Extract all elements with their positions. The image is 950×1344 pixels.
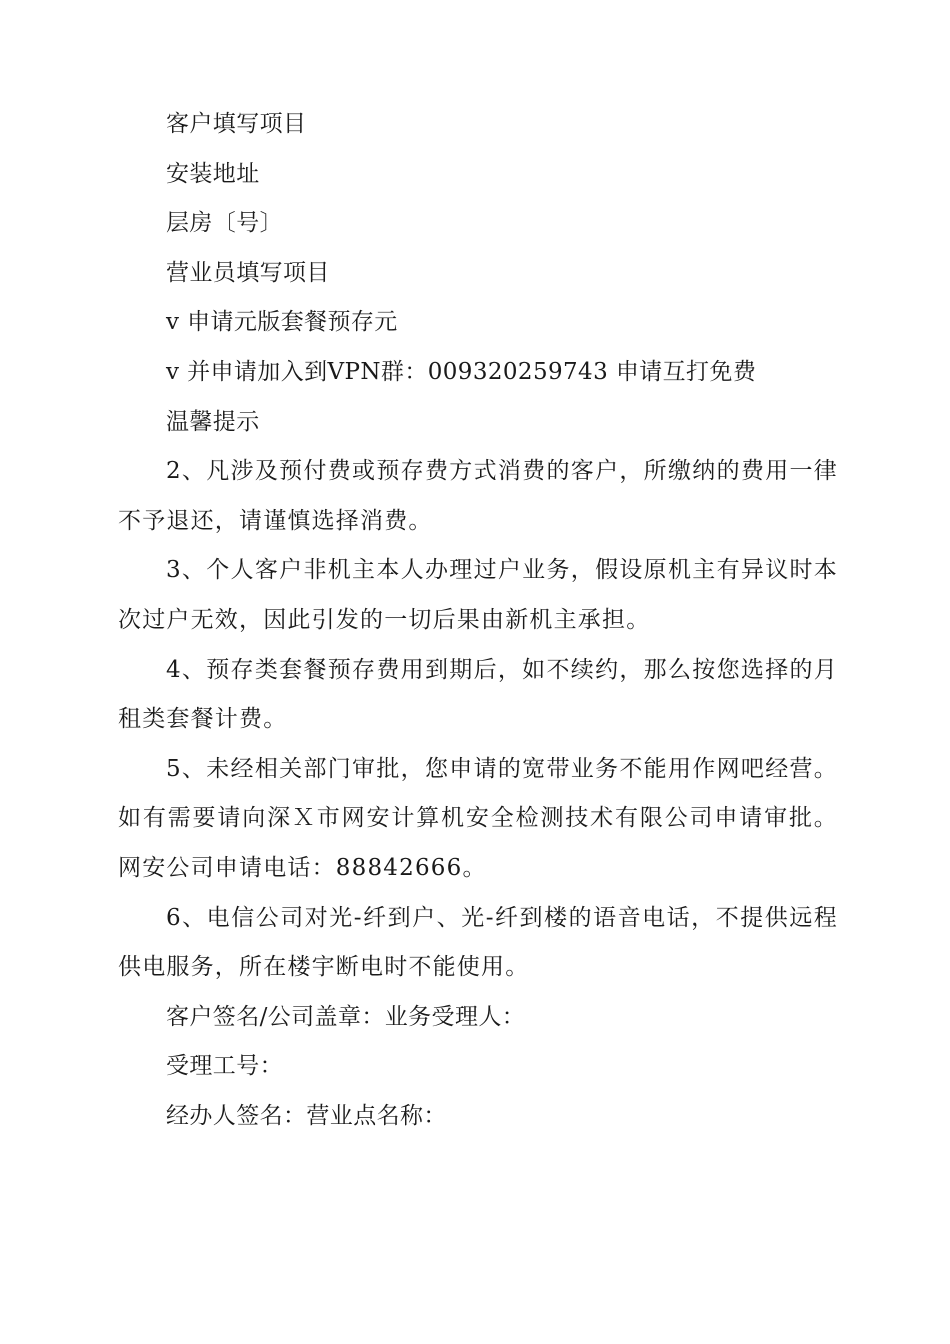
floor-room-label: 层房〔号〕 bbox=[166, 210, 283, 237]
notice-item-6: 6、电信公司对光-纤到户、光-纤到楼的语音电话，不提供远程供电服务，所在楼宇断电时不能使用。 bbox=[118, 904, 838, 981]
handler-signature-line: 经办人签名：营业点名称： bbox=[166, 1102, 447, 1129]
tips-heading: 温馨提示 bbox=[166, 408, 260, 435]
package-prestore-line: v 申请元版套餐预存元 bbox=[166, 309, 398, 336]
document-page bbox=[118, 100, 838, 1141]
notice-item-3: 3、个人客户非机主本人办理过户业务，假设原机主有异议时本次过户无效，因此引发的一切后果由新机主承担。 bbox=[118, 557, 838, 633]
customer-section-heading: 客户填写项目 bbox=[166, 111, 307, 137]
customer-signature-line: 客户签名/公司盖章：业务受理人： bbox=[166, 1003, 526, 1030]
install-address-label: 安装地址 bbox=[166, 160, 260, 187]
vpn-group-line: v 并申请加入到VPN群：009320259743 申请互打免费 bbox=[166, 358, 757, 385]
accept-number-line: 受理工号： bbox=[166, 1053, 283, 1080]
notice-item-4: 4、预存类套餐预存费用到期后，如不续约，那么按您选择的月租类套餐计费。 bbox=[118, 656, 838, 733]
clerk-section-heading: 营业员填写项目 bbox=[166, 259, 330, 286]
notice-item-5: 5、未经相关部门审批，您申请的宽带业务不能用作网吧经营。如有需要请向深Ｘ市网安计算机安全检测技术有限公司申请审批。网安公司申请电话：88842666。 bbox=[118, 755, 838, 881]
notice-item-2: 2、凡涉及预付费或预存费方式消费的客户，所缴纳的费用一律不予退还，请谨慎选择消费。 bbox=[118, 458, 838, 534]
